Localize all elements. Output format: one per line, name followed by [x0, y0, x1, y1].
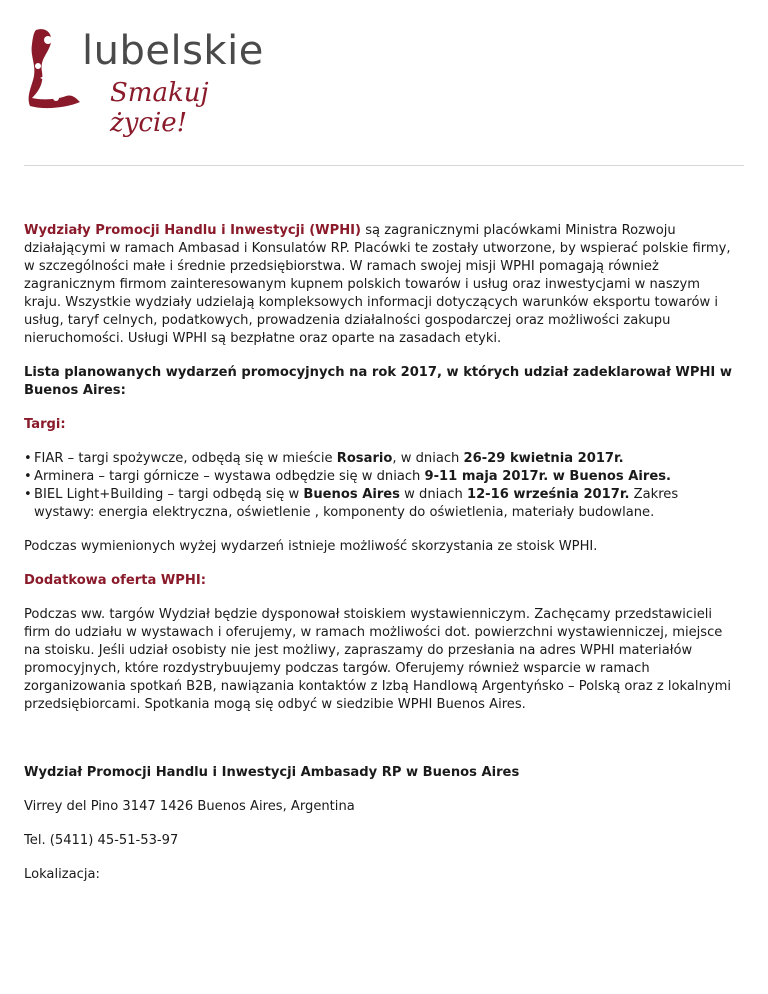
- fair-text: BIEL Light+Building – targi odbędą się w: [34, 487, 304, 502]
- stands-note: Podczas wymienionych wyżej wydarzeń istnieje możliwość skorzystania ze stoisk WPHI.: [24, 539, 598, 554]
- events-heading: Lista planowanych wydarzeń promocyjnych na rok 2017, w których udział zadeklarował WPHI w Buenos Aires:: [24, 365, 732, 398]
- list-item: [34, 486, 740, 522]
- fair-text: FIAR – targi spożywcze, odbędą się w mieście: [34, 451, 337, 466]
- intro-paragraph: [24, 222, 740, 348]
- extra-offer-text: Podczas ww. targów Wydział będzie dysponował stoiskiem wystawienniczym. Zachęcamy przedstawicieli firm do udziału w wystawach i oferujemy, w ramach możliwości dot. powierzchni wystawienniczej, miejsce na stoisku. Jeśli udział osobisty nie jest możliwy, zapraszamy do przesłania na adres WPHI materiałów promocyjnych, które rozdystrybuujemy podczas targów. Oferujemy również wsparcie w ramach zorganizowania spotkań B2B, nawiązania kontaktów z Izbą Handlową Argentyńsko – Polską oraz z lokalnymi przedsiębiorcami. Spotkania mogą się odbyć w siedzibie WPHI Buenos Aires.: [24, 607, 732, 712]
- spacer: [24, 730, 740, 764]
- intro-highlight: Wydziały Promocji Handlu i Inwestycji (WPHI): [24, 223, 362, 238]
- contact-office: Wydział Promocji Handlu i Inwestycji Ambasady RP w Buenos Aires: [24, 765, 520, 780]
- fair-text: , w dniach: [392, 451, 464, 466]
- extra-offer-heading: Dodatkowa oferta WPHI:: [24, 573, 206, 588]
- fair-dates: 9-11 maja 2017r. w Buenos Aires.: [424, 469, 672, 484]
- fair-text: w dniach: [399, 487, 467, 502]
- fair-dates: 12-16 września 2017r.: [466, 487, 630, 502]
- list-item: [34, 450, 740, 468]
- fair-text: Arminera – targi górnicze – wystawa odbędzie się w dniach: [34, 469, 425, 484]
- fair-city: Buenos Aires: [303, 487, 400, 502]
- fairs-list: [24, 450, 740, 522]
- header: [0, 0, 768, 166]
- fair-scope: Zakres wystawy: energia elektryczna, oświetlenie , komponenty do oświetlenia, materiały budowlane.: [34, 487, 679, 520]
- fairs-heading: Targi:: [24, 417, 66, 432]
- contact-address: Virrey del Pino 3147 1426 Buenos Aires, Argentina: [24, 799, 355, 814]
- location-label: Lokalizacja:: [24, 867, 100, 882]
- logo-emblem-icon: [26, 26, 86, 112]
- header-divider: [24, 165, 744, 166]
- logo-slogan: Smakuj życie!: [110, 78, 209, 138]
- article-content: [24, 222, 740, 900]
- contact-phone: Tel. (5411) 45-51-53-97: [24, 833, 179, 848]
- lubelskie-logo[interactable]: [26, 22, 276, 138]
- fair-city: Rosario: [336, 451, 393, 466]
- logo-wordmark: lubelskie: [82, 28, 264, 74]
- intro-text: są zagranicznymi placówkami Ministra Rozwoju działającymi w ramach Ambasad i Konsulatów RP. Placówki te zostały utworzone, by wspierać polskie firmy, w szczególności małe i średnie przedsiębiorstwa. W ramach swojej misji WPHI pomagają również zagranicznym firmom zainteresowanym kupnem polskich towarów i usług oraz inwestycjami w naszym kraju. Wszystkie wydziały udzielają kompleksowych informacji dotyczących warunków eksportu towarów i usług, taryf celnych, podatkowych, prowadzenia działalności gospodarczej oraz możliwości zakupu nieruchomości. Usługi WPHI są bezpłatne oraz oparte na zasadach etyki.: [24, 223, 731, 346]
- list-item: [34, 468, 740, 486]
- fair-dates: 26-29 kwietnia 2017r.: [463, 451, 624, 466]
